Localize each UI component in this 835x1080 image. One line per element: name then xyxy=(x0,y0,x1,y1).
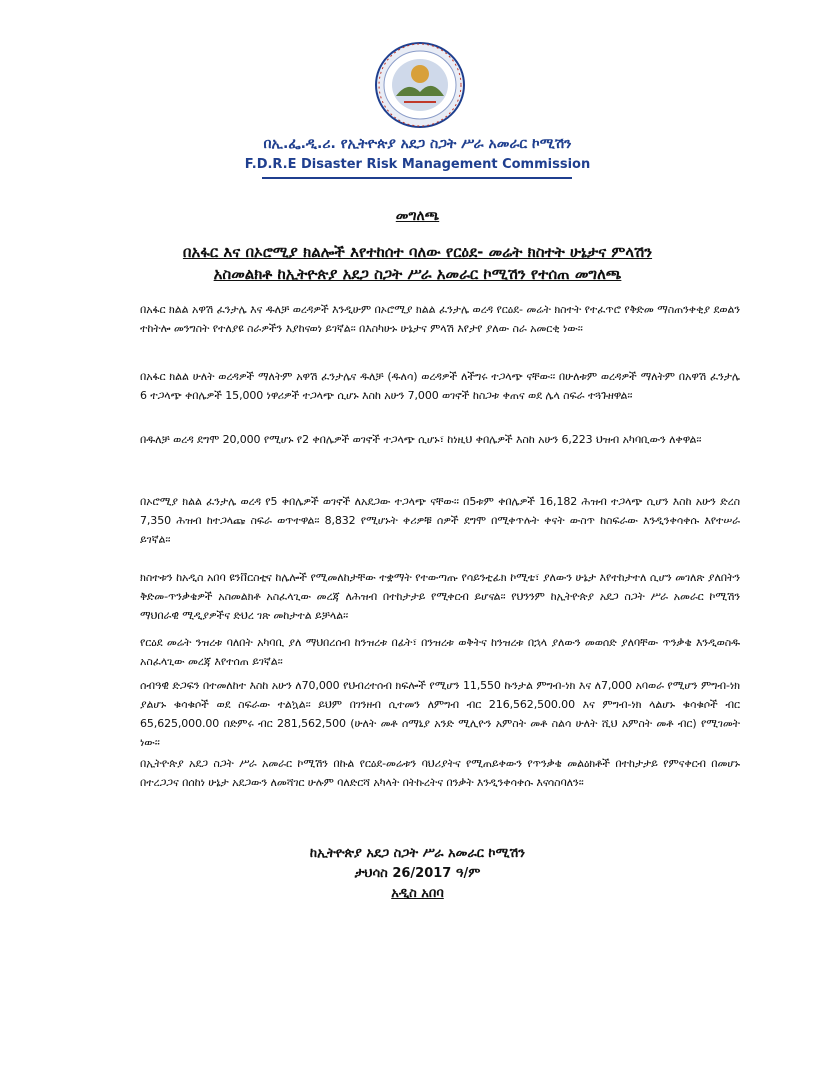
document-heading: መግለጫ xyxy=(395,208,440,224)
paragraph-2: በአፋር ክልል ሁለት ወረዳዎች ማለትም አዋሽ ፈንታሌና ዱለቻ (ዱለሳ) ወረዳዎች ለችግሩ ተጋላጭ ናቸው፡፡ በሁለቱም ወረዳዎች ማለትም በአዋሽ ፈንታሌ 6 ተጋላጭ ቀበሌዎች 15,000 ነዋሪዎች ተጋላጭ ሲሆኑ እስከ አሁን 7,000 ወገኖች ከስጋቱ ቀጠና ወደ ሌላ ስፍራ ተጓጉዘዋል፡፡ xyxy=(140,370,740,402)
paragraph-5: ክስተቱን ከአዲስ አበባ ዩንቨርስቲና ከሌሎች የሚመለከታቸው ተቋማት የተውጣጡ የሳይንቲፊክ ኮሚቴ፣ ያለውን ሁኔታ እየተከታተለ ሲሆን መገለጽ ያለበትን ቅድመ-ጥንቃቄዎች አስመልክቶ አስፈላጊው መረጃ ለሕዝብ በተከታታይ የሚቀርብ ይሆናል፡፡ የህንንም ከኢትዮጵያ አደጋ ስጋት ሥራ አመራር ኮሚሽን ማህበራዊ ሚዲያዎችና ድህረ ገጽ መከታተል ይቻላል፡፡ xyxy=(140,571,740,622)
document-date: ታህሳስ 26/2017 ዓ/ም xyxy=(354,866,481,881)
document-place: አዲስ አበባ xyxy=(391,886,444,901)
document-subheading-line2: አስመልክቶ ከኢትዮጵያ አደጋ ስጋት ሥራ አመራር ኮሚሽን የተሰጠ መግለጫ xyxy=(213,265,622,283)
paragraph-3: በዱለቻ ወረዳ ደግሞ 20,000 የሚሆኑ የ2 ቀበሌዎች ወገኖች ተጋላጭ ሲሆኑ፣ ከነዚህ ቀበሌዎች እስከ አሁን 6,223 ህዝብ አካባቢውን ለቀዋል፡፡ xyxy=(140,433,702,446)
paragraph-8: በኢትዮጵያ አደጋ ስጋት ሥራ አመራር ኮሚሽን በኩል የርዕደ-መሬቱን ባህሪያትና የሚጠይቀውን የጥንቃቄ መልዕክቶች በተከታታይ የምናቀርብ በመሆኑ በተረጋጋና በሰከነ ሁኔታ አደጋውን ለመሻገር ሁሉም ባለድርሻ አካላት በትኩረትና በንቃት እንዲንቀሳቀሱ እናሳስባለን፡፡ xyxy=(140,757,740,789)
commission-emblem-icon xyxy=(360,40,480,130)
paragraph-7: ሰብዓዊ ድጋፍን በተመለከተ እስከ አሁን ለ70,000 የህብረተሰብ ክፍሎች የሚሆን 11,550 ኩንታል ምግብ-ነክ እና ለ7,000 አባወራ የሚሆን ምግብ-ነክ ያልሆኑ ቁሳቁሶች ወደ ስፍራው ተልኳል፡፡ ይህም በገንዘብ ሲተመን ለምግብ ብር 216,562,500.00 እና ምግብ-ነክ ላልሆኑ ቁሳቁሶች ብር 65,625,000.00 በድምሩ ብር 281,562,500 (ሁለት መቶ ሰማኒያ አንድ ሚሊዮን አምስት መቶ ስልሳ ሁለት ሺህ አምስት መቶ ብር) የሚገመት ነው፡፡ xyxy=(140,679,740,749)
letterhead-divider xyxy=(262,177,572,179)
signatory: ከኢትዮጵያ አደጋ ስጋት ሥራ አመራር ኮሚሽን xyxy=(309,846,526,861)
paragraph-6: የርዕደ መሬት ንዝረቱ ባለበት አካባቢ ያለ ማህበረሰብ ከንዝረቱ በፊት፣ በንዝረቱ ወቅትና ከንዝረቱ በኋላ ያለውን መወሰድ ያለባቸው ጥንቃቄ እንዲወስዱ አስፈላጊው መረጃ እየተሰጠ ይገኛል፡፡ xyxy=(140,636,740,668)
document-subheading-line1: በአፋር እና በኦሮሚያ ክልሎች እየተከሰተ ባለው የርዕደ- መሬት ክስተት ሁኔታና ምላሽን xyxy=(182,243,653,261)
org-name-amharic: በኢ.ፌ.ዲ.ሪ. የኢትዮጵያ አደጋ ስጋት ሥራ አመራር ኮሚሽን xyxy=(263,136,572,152)
org-name-english: F.D.R.E Disaster Risk Management Commission xyxy=(244,157,591,172)
paragraph-1: በአፋር ክልል አዋሽ ፈንታሌ እና ዱለቻ ወረዳዎች እንዲሁም በኦሮሚያ ክልል ፈንታሌ ወረዳ የርዕደ- መሬት ክስተት የተፈጥሮ የቅድመ ማስጠንቀቂያ ደወልን ተከትሎ መንግስት የተለያዩ ስራዎችን እያከናወነ ይገኛል፡፡ በእስካሁኑ ሁኔታና ምላሽ እየታየ ያለው ስራ አመርቂ ነው፡፡ xyxy=(140,303,740,335)
paragraph-4: በኦሮሚያ ክልል ፈንታሌ ወረዳ የ5 ቀበሌዎች ወገኖች ለአደጋው ተጋላጭ ናቸው፡፡ በ5ቱም ቀበሌዎች 16,182 ሕዝብ ተጋላጭ ሲሆን እስከ አሁን ድረስ 7,350 ሕዝብ ከተጋላጩ ስፍራ ወጥተዋል፡፡ 8,832 የሚሆኑት ቀሪዎቹ ሰዎች ደግሞ በሚቀጥሉት ቀናት ውስጥ ከስፍራው እንዲንቀሳቀሱ እየተሠራ ይገኛል፡፡ xyxy=(140,495,740,546)
